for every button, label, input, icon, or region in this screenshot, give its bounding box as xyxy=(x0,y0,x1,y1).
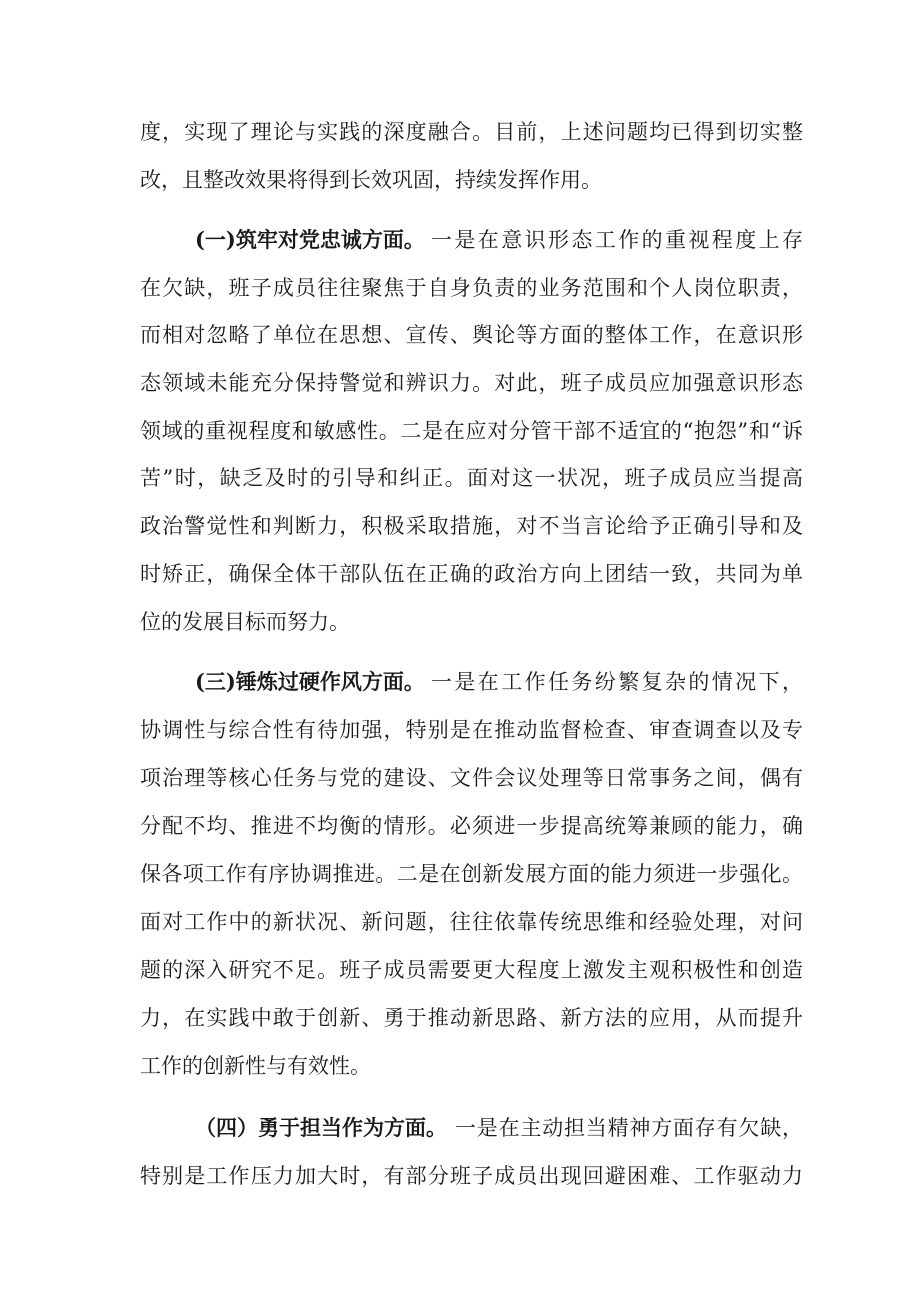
paragraph-line xyxy=(0,998,920,1038)
paragraph-line xyxy=(0,411,920,451)
line-text: 特别是工作压力加大时，有部分班子成员出现回避困难、工作驱动力 xyxy=(140,1164,805,1188)
line-text: 度，实现了理论与实践的深度融合。目前，上述问题均已得到切实整 xyxy=(140,120,805,144)
line-text: 面对工作中的新状况、新问题，往往依靠传统思维和经验处理，对问 xyxy=(140,910,805,934)
paragraph-line xyxy=(0,363,920,403)
paragraph-line xyxy=(0,806,920,846)
paragraph-line xyxy=(0,506,920,546)
section-heading-responsibility-text: 一是在主动担当精神方面存有欠缺， xyxy=(455,1116,804,1140)
paragraph-line xyxy=(0,602,920,642)
paragraph-line xyxy=(0,902,920,942)
section-heading-loyalty-text: 一是在意识形态工作的重视程度上存 xyxy=(431,228,806,252)
paragraph-line xyxy=(0,950,920,990)
section-heading-loyalty-title: (一)筑牢对党忠诚方面。 xyxy=(195,227,425,252)
section-heading-responsibility xyxy=(0,1108,920,1148)
paragraph-line xyxy=(0,160,920,200)
section-heading-responsibility-title: （四）勇于担当作为方面。 xyxy=(195,1115,447,1140)
line-text: 保各项工作有序协调推进。二是在创新发展方面的能力须进一步强化。 xyxy=(140,862,804,886)
line-text: 工作的创新性与有效性。 xyxy=(140,1054,371,1078)
paragraph-line xyxy=(0,458,920,498)
line-text: 而相对忽略了单位在思想、宣传、舆论等方面的整体工作，在意识形 xyxy=(140,323,805,347)
line-text: 力，在实践中敢于创新、勇于推动新思路、新方法的应用，从而提升 xyxy=(140,1006,805,1030)
paragraph-line xyxy=(0,854,920,894)
line-text: 项治理等核心任务与党的建设、文件会议处理等日常事务之间，偶有 xyxy=(140,766,805,790)
line-text: 苦”时，缺乏及时的引导和纠正。面对这一状况，班子成员应当提高 xyxy=(140,466,805,490)
section-heading-style-title: (三)锤炼过硬作风方面。 xyxy=(195,669,425,694)
paragraph-line xyxy=(0,1046,920,1086)
paragraph-line xyxy=(0,315,920,355)
line-text: 态领域未能充分保持警觉和辨识力。对此，班子成员应加强意识形态 xyxy=(140,371,805,395)
paragraph-line xyxy=(0,268,920,308)
paragraph-line xyxy=(0,758,920,798)
line-text: 领域的重视程度和敏感性。二是在应对分管干部不适宜的“抱怨”和“诉 xyxy=(140,419,804,443)
line-text: 政治警觉性和判断力，积极采取措施，对不当言论给予正确引导和及 xyxy=(140,514,805,538)
paragraph-line xyxy=(0,112,920,152)
line-text: 改，且整改效果将得到长效巩固，持续发挥作用。 xyxy=(140,168,602,192)
section-heading-style-text: 一是在工作任务纷繁复杂的情况下， xyxy=(431,670,806,694)
paragraph-line xyxy=(0,1156,920,1196)
paragraph-line xyxy=(0,554,920,594)
line-text: 在欠缺，班子成员往往聚焦于自身负责的业务范围和个人岗位职责， xyxy=(140,276,805,300)
section-heading-loyalty xyxy=(0,220,920,260)
line-text: 协调性与综合性有待加强，特别是在推动监督检查、审查调查以及专 xyxy=(140,718,805,742)
line-text: 题的深入研究不足。班子成员需要更大程度上激发主观积极性和创造 xyxy=(140,958,805,982)
paragraph-line xyxy=(0,710,920,750)
line-text: 分配不均、推进不均衡的情形。必须进一步提高统筹兼顾的能力，确 xyxy=(140,814,805,838)
line-text: 位的发展目标而努力。 xyxy=(140,610,350,634)
line-text: 时矫正，确保全体干部队伍在正确的政治方向上团结一致，共同为单 xyxy=(140,562,805,586)
section-heading-style xyxy=(0,662,920,702)
